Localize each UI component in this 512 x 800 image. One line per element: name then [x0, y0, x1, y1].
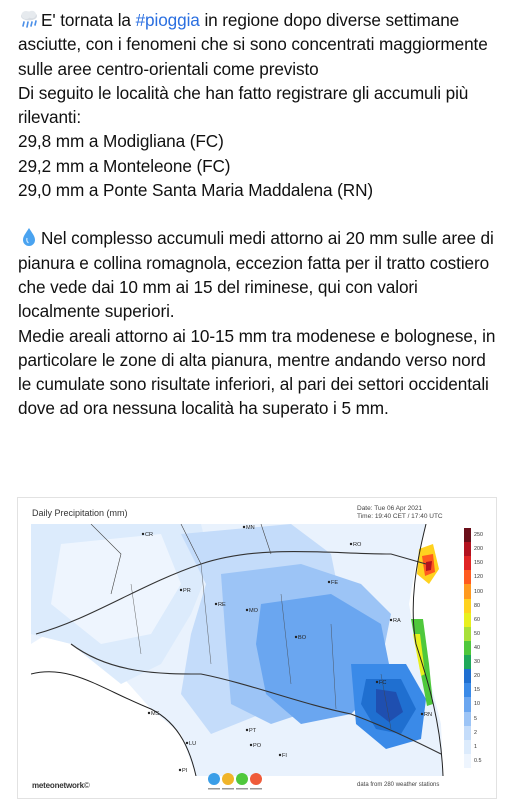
legend-swatch — [464, 599, 471, 614]
legend-label: 50 — [474, 630, 480, 637]
map-date: Date: Tue 06 Apr 2021 — [357, 505, 423, 512]
city-label: RN — [424, 712, 433, 718]
city-label: PI — [182, 768, 188, 774]
city-label: CR — [145, 532, 154, 538]
post-paragraph-summary — [18, 226, 502, 323]
legend-label: 10 — [474, 701, 480, 708]
legend-label: 120 — [474, 574, 483, 581]
legend-label: 150 — [474, 560, 483, 567]
legend-swatch — [464, 627, 471, 642]
legend-swatch — [464, 740, 471, 755]
precipitation-map — [31, 524, 459, 776]
city-label: PR — [183, 588, 191, 594]
droplet-icon — [18, 227, 40, 247]
map-title: Daily Precipitation (mm) — [32, 508, 128, 518]
legend-swatch — [464, 542, 471, 557]
legend-label: 100 — [474, 588, 483, 595]
partner-logos — [206, 769, 266, 793]
legend-swatch — [464, 584, 471, 599]
legend-label: 60 — [474, 616, 480, 623]
city-label: RO — [353, 542, 362, 548]
city-label: FE — [331, 580, 339, 586]
record-line: 29,0 mm a Ponte Santa Maria Maddalena (RN) — [18, 180, 374, 201]
city-label: MS — [151, 711, 160, 717]
city-label: RA — [393, 618, 401, 624]
legend-swatch — [464, 613, 471, 628]
map-time: Time: 19:40 CET / 17:40 UTC — [357, 513, 443, 520]
rain-cloud-icon — [18, 9, 40, 29]
legend-swatch — [464, 669, 471, 684]
city-label: MO — [249, 608, 259, 614]
legend-label: 30 — [474, 659, 480, 666]
legend-swatch — [464, 697, 471, 712]
legend-swatch — [464, 754, 471, 769]
legend-label: 20 — [474, 673, 480, 680]
record-line: 29,2 mm a Monteleone (FC) — [18, 155, 231, 176]
legend-label: 200 — [474, 546, 483, 553]
post-text — [18, 8, 502, 421]
legend-swatch — [464, 655, 471, 670]
legend-label: 40 — [474, 645, 480, 651]
legend-swatch — [464, 726, 471, 741]
post-text-segment: Nel complesso accumuli medi attorno ai 20 mm sulle aree di pianura e collina romagnola, eccezion fatta per il tratto costiero che vede dai 10 mm ai 15 del riminese, qui con valori localmente superiori. — [18, 228, 494, 322]
city-label: FC — [379, 680, 387, 686]
precipitation-legend — [462, 528, 492, 768]
hashtag-pioggia-link[interactable]: #pioggia — [135, 10, 200, 30]
post-text-segment: in regione dopo diverse settimane asciutte, con i fenomeni che si sono concentrati maggiormente sulle aree centro-orientali come previsto — [18, 10, 488, 79]
legend-label: 0.5 — [474, 757, 482, 764]
legend-label: 80 — [474, 602, 480, 609]
city-label: PO — [253, 743, 262, 749]
city-label: MN — [246, 525, 255, 531]
meteonetwork-logo: meteonetwork© — [32, 781, 90, 790]
legend-label: 2 — [474, 729, 477, 736]
map-footer-note: data from 280 weather stations — [357, 782, 440, 788]
city-label: LU — [189, 741, 197, 747]
map-datetime — [357, 505, 443, 521]
legend-swatch — [464, 528, 471, 543]
legend-swatch — [464, 556, 471, 571]
city-label: RE — [218, 602, 226, 608]
legend-swatch — [464, 570, 471, 585]
city-label: FI — [282, 753, 287, 759]
city-label: PT — [249, 728, 257, 734]
post-text-segment: E' tornata la — [41, 10, 136, 30]
legend-swatch — [464, 712, 471, 727]
legend-label: 5 — [474, 715, 477, 722]
post-records-intro: Di seguito le località che han fatto registrare gli accumuli più rilevanti: — [18, 82, 469, 128]
legend-label: 250 — [474, 532, 483, 539]
city-label: BO — [298, 635, 307, 641]
legend-swatch — [464, 641, 471, 656]
legend-swatch — [464, 683, 471, 698]
precipitation-map-image[interactable] — [17, 497, 497, 799]
legend-label: 15 — [474, 687, 480, 694]
post-paragraph-intro — [18, 8, 502, 81]
record-line: 29,8 mm a Modigliana (FC) — [18, 131, 224, 152]
post-paragraph-details: Medie areali attorno ai 10-15 mm tra modenese e bolognese, in particolare le zone di alta pianura, mentre andando verso nord le cumulate sono risultate inferiori, al pari dei settori occidentali dove ad ora nessuna località ha superato i 5 mm. — [18, 325, 496, 419]
legend-label: 1 — [474, 743, 477, 750]
